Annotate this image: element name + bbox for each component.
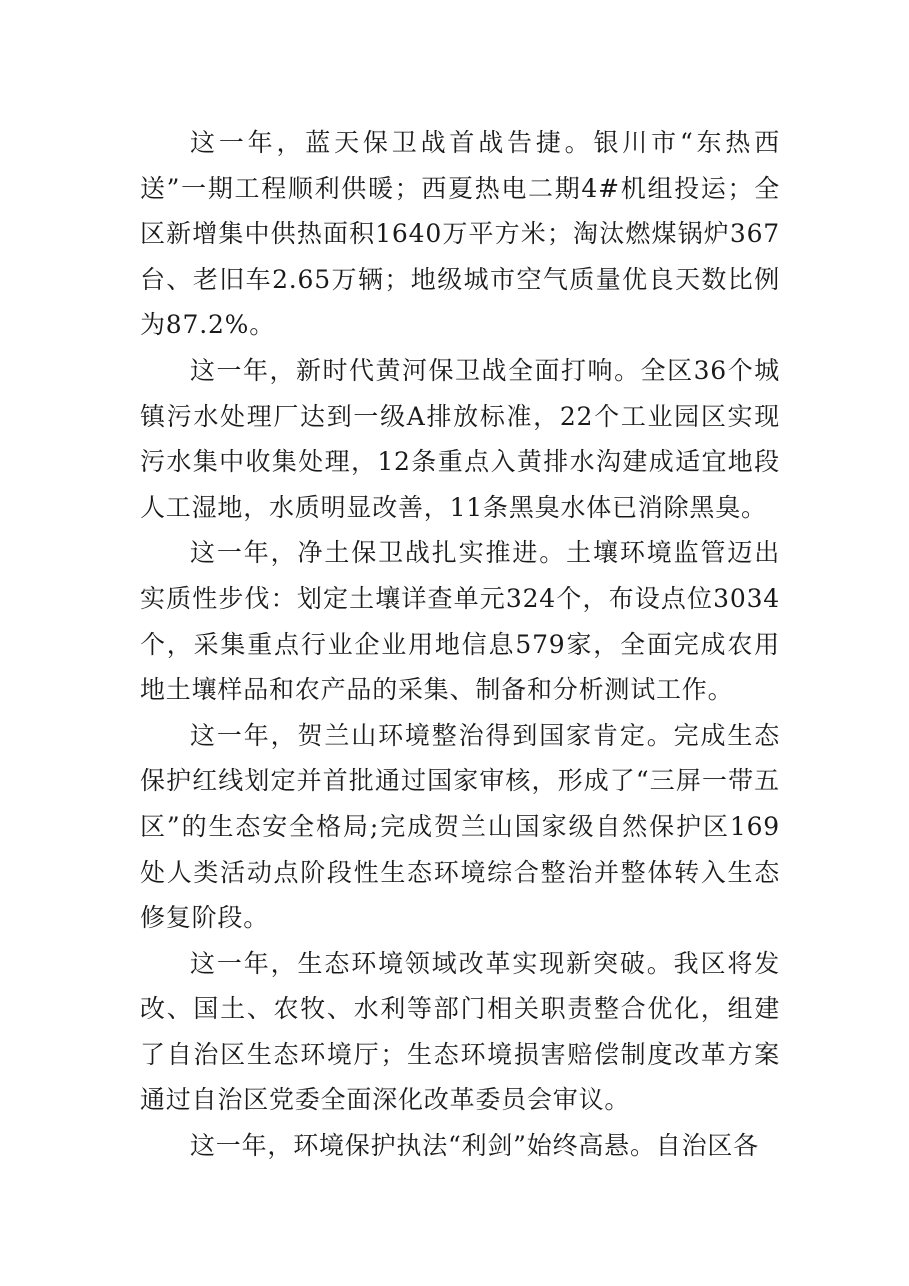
- paragraph-yellow-river: 这一年，新时代黄河保卫战全面打响。全区36个城镇污水处理厂达到一级A排放标准，22个工业园区实现污水集中收集处理，12条重点入黄排水沟建成适宜地段人工湿地，水质明显改善，11条黑臭水体已消除黑臭。: [140, 355, 780, 522]
- paragraph-reform: 这一年，生态环境领域改革实现新突破。我区将发改、国土、农牧、水利等部门相关职责整合优化，组建了自治区生态环境厅；生态环境损害赔偿制度改革方案通过自治区党委全面深化改革委员会审议。: [140, 948, 780, 1115]
- paragraph-enforcement: 这一年，环境保护执法“利剑”始终高悬。自治区各: [190, 1131, 759, 1161]
- document-body: [140, 120, 780, 1169]
- paragraph-helan-mountain: 这一年，贺兰山环境整治得到国家肯定。完成生态保护红线划定并首批通过国家审核，形成了“三屏一带五区”的生态安全格局;完成贺兰山国家级自然保护区169处人类活动点阶段性生态环境综合整治并整体转入生态修复阶段。: [140, 720, 780, 933]
- paragraph-clean-soil: 这一年，净土保卫战扎实推进。土壤环境监管迈出实质性步伐：划定土壤详查单元324个，布设点位3034个，采集重点行业企业用地信息579家，全面完成农用地土壤样品和农产品的采集、制备和分析测试工作。: [140, 538, 780, 705]
- paragraph-blue-sky: 这一年，蓝天保卫战首战告捷。银川市“东热西送”一期工程顺利供暖；西夏热电二期4#机组投运；全区新增集中供热面积1640万平方米；淘汰燃煤锅炉367台、老旧车2.65万辆；地级城市空气质量优良天数比例为87.2%。: [140, 128, 780, 340]
